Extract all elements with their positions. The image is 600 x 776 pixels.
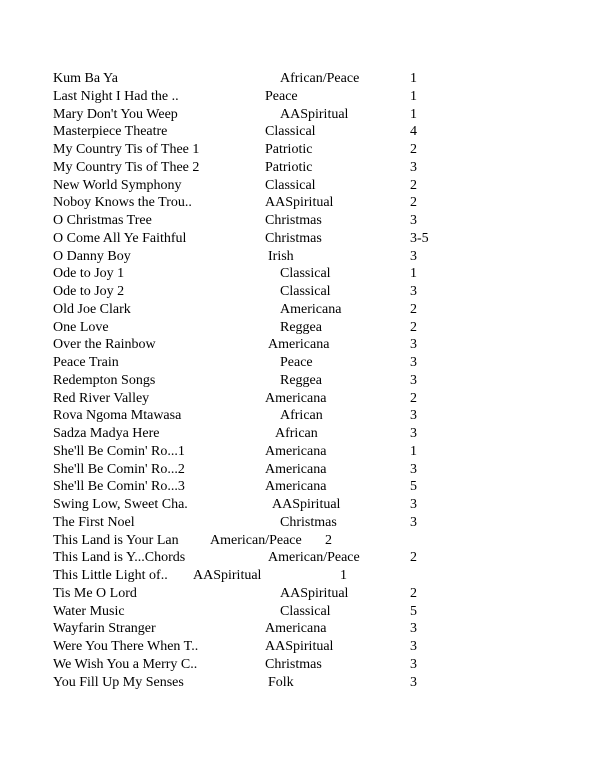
song-genre: Peace [265, 88, 298, 104]
song-title: One Love [53, 319, 109, 335]
song-genre: Patriotic [265, 159, 313, 175]
list-item [0, 603, 600, 621]
song-level: 1 [410, 106, 417, 122]
list-item [0, 106, 600, 124]
song-genre: AASpiritual [272, 497, 341, 512]
list-item [0, 407, 600, 425]
list-item [0, 585, 600, 603]
song-genre: AASpiritual [280, 585, 349, 601]
song-level: 3 [410, 497, 417, 512]
song-genre: Reggea [280, 372, 322, 388]
song-level: 2 [410, 585, 417, 601]
song-title: The First Noel [53, 514, 135, 530]
song-genre: Americana [265, 443, 327, 459]
song-level: 3-5 [410, 230, 429, 246]
list-item [0, 123, 600, 141]
song-title: She'll Be Comin' Ro...3 [53, 479, 185, 495]
song-title: This Land is Your Lan [53, 532, 179, 548]
list-item [0, 70, 600, 88]
song-level: 3 [410, 408, 417, 424]
song-title: Red River Valley [53, 390, 150, 406]
song-level: 2 [410, 550, 417, 566]
song-title: Tis Me O Lord [53, 585, 137, 601]
song-genre: Americana [265, 461, 327, 477]
list-item [0, 532, 600, 550]
song-level: 5 [410, 479, 417, 495]
song-genre: AASpiritual [265, 639, 334, 654]
song-genre: Americana [265, 621, 327, 637]
list-item [0, 461, 600, 479]
song-title: Swing Low, Sweet Cha. [53, 497, 188, 512]
song-genre: Americana [268, 337, 330, 353]
song-level: 3 [410, 621, 417, 637]
song-level: 1 [410, 71, 417, 86]
song-title: Noboy Knows the Trou.. [53, 195, 192, 211]
song-genre: Americana [265, 479, 327, 495]
song-genre: Christmas [265, 230, 322, 246]
list-item [0, 301, 600, 319]
list-item [0, 390, 600, 408]
song-level: 3 [410, 213, 417, 228]
list-item [0, 194, 600, 212]
song-title: Rova Ngoma Mtawasa [53, 408, 182, 424]
song-genre: Irish [268, 248, 294, 264]
list-item [0, 141, 600, 159]
song-title: Ode to Joy 2 [53, 284, 125, 299]
song-level: 3 [410, 639, 417, 654]
song-level: 5 [410, 603, 417, 619]
song-title: Old Joe Clark [53, 301, 131, 317]
list-item [0, 567, 600, 585]
song-level: 3 [410, 337, 417, 353]
list-item [0, 354, 600, 372]
list-item [0, 478, 600, 496]
song-level: 1 [410, 88, 417, 104]
song-level: 2 [410, 142, 417, 157]
song-genre: AASpiritual [265, 195, 334, 211]
song-title: She'll Be Comin' Ro...2 [53, 461, 185, 477]
song-genre: Folk [268, 674, 294, 690]
list-item [0, 265, 600, 283]
song-genre: African [280, 408, 323, 424]
song-title: New World Symphony [53, 177, 182, 193]
song-level: 3 [410, 674, 417, 690]
song-level: 2 [410, 319, 417, 335]
song-title: We Wish You a Merry C.. [53, 656, 198, 672]
song-genre: Christmas [265, 656, 322, 672]
song-level: 3 [410, 426, 417, 441]
song-genre: American/Peace [268, 550, 360, 566]
song-title: O Christmas Tree [53, 213, 152, 228]
song-title: Masterpiece Theatre [53, 124, 168, 140]
song-genre: Americana [265, 390, 327, 406]
list-item [0, 372, 600, 390]
song-title: My Country Tis of Thee 2 [53, 159, 200, 175]
song-level: 3 [410, 284, 417, 299]
list-item [0, 248, 600, 266]
song-title: Wayfarin Stranger [53, 621, 156, 637]
song-title: Peace Train [53, 355, 119, 370]
list-item [0, 283, 600, 301]
song-title: Were You There When T.. [53, 639, 199, 654]
song-title: She'll Be Comin' Ro...1 [53, 443, 185, 459]
song-title: Sadza Madya Here [53, 426, 160, 441]
song-title: Water Music [53, 603, 125, 619]
song-genre: Christmas [280, 514, 337, 530]
song-genre: AASpiritual [280, 106, 349, 122]
list-item [0, 88, 600, 106]
song-level: 2 [325, 532, 332, 548]
song-genre: Classical [265, 124, 316, 140]
song-level: 3 [410, 372, 417, 388]
list-item [0, 620, 600, 638]
song-title: Mary Don't You Weep [53, 106, 178, 122]
list-item [0, 177, 600, 195]
list-item [0, 549, 600, 567]
song-genre: African [275, 426, 318, 441]
song-genre: Classical [280, 603, 331, 619]
song-level: 3 [410, 355, 417, 370]
list-item [0, 159, 600, 177]
song-level: 2 [410, 195, 417, 211]
song-title: O Danny Boy [53, 248, 131, 264]
list-item [0, 514, 600, 532]
song-genre: AASpiritual [193, 568, 262, 583]
song-genre: African/Peace [280, 71, 360, 86]
song-level: 1 [410, 266, 417, 282]
song-genre: Christmas [265, 213, 322, 228]
song-genre: Patriotic [265, 142, 313, 157]
list-item [0, 425, 600, 443]
list-item [0, 230, 600, 248]
song-title: You Fill Up My Senses [53, 674, 184, 690]
song-genre: Americana [280, 301, 342, 317]
list-item [0, 638, 600, 656]
song-title: Kum Ba Ya [53, 71, 118, 86]
song-title: Redempton Songs [53, 372, 156, 388]
list-item [0, 674, 600, 692]
list-item [0, 212, 600, 230]
song-title: Over the Rainbow [53, 337, 156, 353]
song-genre: Classical [265, 177, 316, 193]
song-level: 1 [340, 568, 347, 583]
list-item [0, 319, 600, 337]
song-level: 4 [410, 124, 417, 140]
song-title: Ode to Joy 1 [53, 266, 125, 282]
song-genre: American/Peace [210, 532, 302, 548]
song-title: Last Night I Had the .. [53, 88, 179, 104]
song-level: 3 [410, 159, 417, 175]
song-title: My Country Tis of Thee 1 [53, 142, 200, 157]
song-level: 1 [410, 443, 417, 459]
song-level: 3 [410, 461, 417, 477]
song-level: 2 [410, 390, 417, 406]
song-level: 3 [410, 248, 417, 264]
list-item [0, 443, 600, 461]
song-title: This Little Light of.. [53, 568, 168, 583]
list-item [0, 336, 600, 354]
song-title: This Land is Y...Chords [53, 550, 186, 566]
list-item [0, 656, 600, 674]
song-level: 3 [410, 514, 417, 530]
song-genre: Peace [280, 355, 313, 370]
song-level: 2 [410, 301, 417, 317]
song-level: 2 [410, 177, 417, 193]
song-genre: Classical [280, 284, 331, 299]
list-item [0, 496, 600, 514]
song-genre: Classical [280, 266, 331, 282]
song-title: O Come All Ye Faithful [53, 230, 187, 246]
song-genre: Reggea [280, 319, 322, 335]
song-level: 3 [410, 656, 417, 672]
